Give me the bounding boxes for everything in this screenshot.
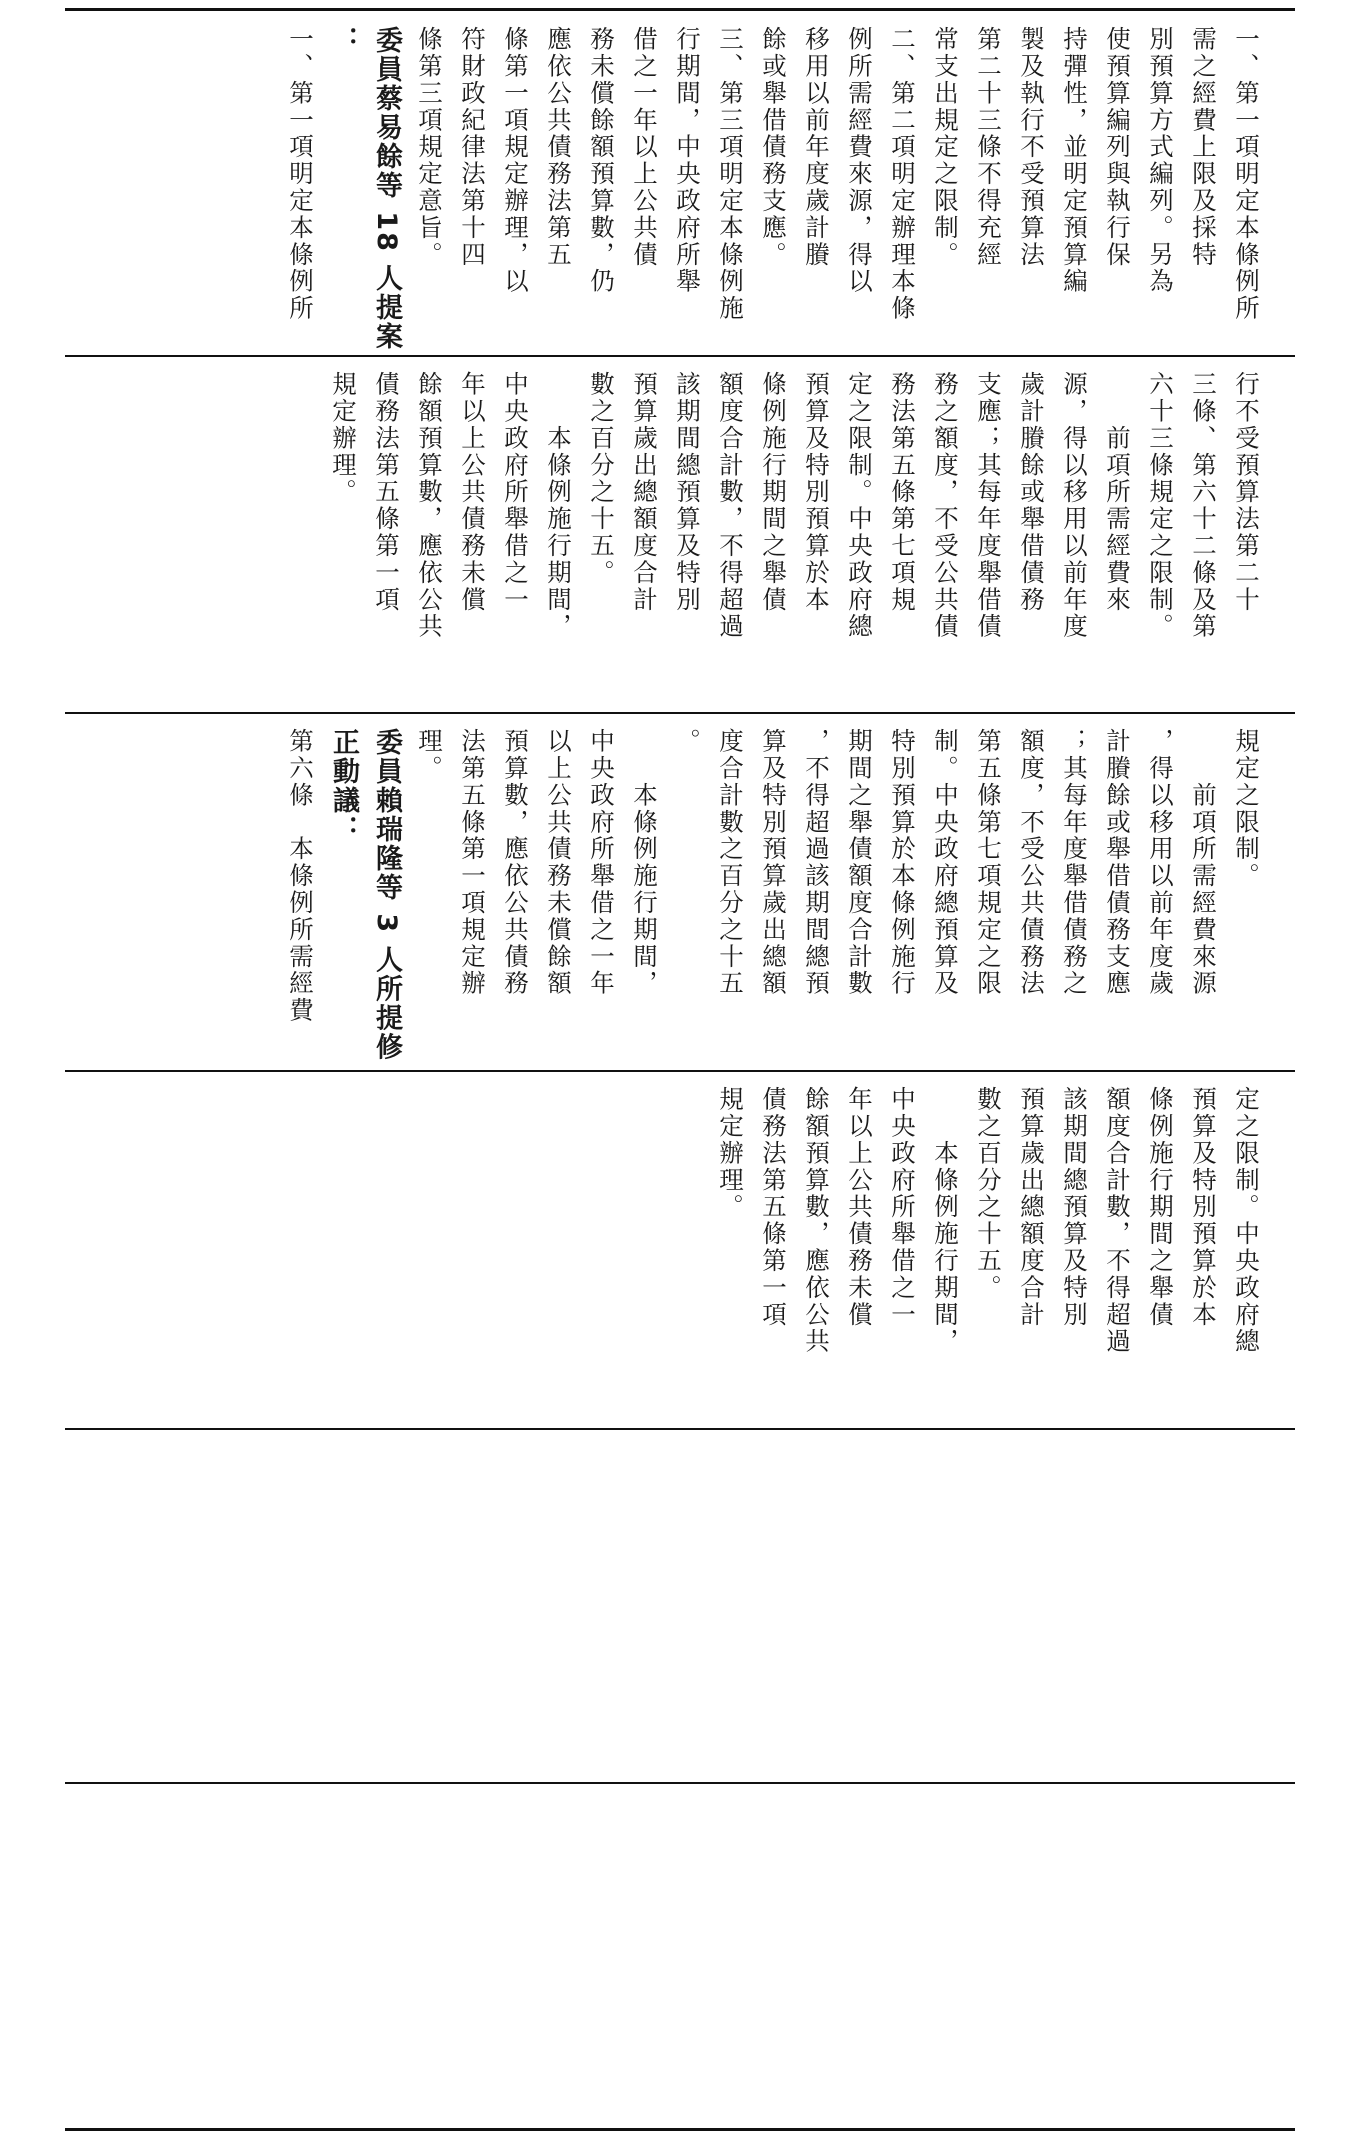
text-line: 債務法第五條第一項 bbox=[759, 1086, 788, 1329]
text-line: 前項所需經費來 bbox=[1103, 371, 1132, 614]
text-line: 債務法第五條第一項 bbox=[372, 371, 401, 614]
text-line: 第二十三條不得充經 bbox=[974, 26, 1003, 269]
text-line: 三條、第六十二條及第 bbox=[1189, 371, 1218, 640]
text-line: 數之百分之十五。 bbox=[587, 371, 616, 587]
text-line: 額度合計數，不得超過 bbox=[1103, 1086, 1132, 1355]
text-line: 歲計賸餘或舉借債務 bbox=[1017, 371, 1046, 614]
text-line: 額度合計數，不得超過 bbox=[716, 371, 745, 640]
text-line: 預算數，應依公共債務 bbox=[501, 728, 530, 997]
text-line: 源，得以移用以前年度 bbox=[1060, 371, 1089, 640]
text-line: 預算歲出總額度合計 bbox=[630, 371, 659, 614]
horizontal-rule bbox=[65, 355, 1295, 357]
horizontal-rule bbox=[65, 1782, 1295, 1784]
text-column-left-row2 bbox=[709, 1086, 1268, 1418]
text-line: 算及特別預算歲出總額 bbox=[759, 728, 788, 997]
horizontal-rule bbox=[65, 1070, 1295, 1072]
text-line: 符財政紀律法第十四 bbox=[458, 26, 487, 269]
text-line: 規定辦理。 bbox=[329, 371, 358, 506]
text-line: 前項所需經費來源 bbox=[1189, 728, 1218, 997]
text-line: 計賸餘或舉借債務支應 bbox=[1103, 728, 1132, 997]
text-line: 一、第一項明定本條例所 bbox=[286, 26, 315, 322]
text-line: 務未償餘額預算數，仍 bbox=[587, 26, 616, 295]
text-line: 理。 bbox=[415, 728, 444, 782]
text-line: 餘或舉借債務支應。 bbox=[759, 26, 788, 269]
text-line: 本條例施行期間， bbox=[544, 371, 573, 640]
horizontal-rule bbox=[65, 8, 1295, 11]
text-line: 一、第一項明定本條例所 bbox=[1232, 26, 1261, 322]
text-line: 制。中央政府總預算及 bbox=[931, 728, 960, 997]
horizontal-rule bbox=[65, 1428, 1295, 1430]
text-line: 六十三條規定之限制。 bbox=[1146, 371, 1175, 640]
text-line: 度合計數之百分之十五 bbox=[716, 728, 745, 997]
text-line: ，得以移用以前年度歲 bbox=[1146, 728, 1175, 997]
text-line: 應依公共債務法第五 bbox=[544, 26, 573, 269]
text-line: 條第三項規定意旨。 bbox=[415, 26, 444, 269]
text-line: 借之一年以上公共債 bbox=[630, 26, 659, 269]
text-line: 定之限制。中央政府總 bbox=[1232, 1086, 1261, 1355]
text-line: 例所需經費來源，得以 bbox=[845, 26, 874, 295]
text-line: 條例施行期間之舉債 bbox=[759, 371, 788, 614]
text-line: 常支出規定之限制。 bbox=[931, 26, 960, 269]
text-line: ： bbox=[328, 26, 359, 55]
text-line: 中央政府所舉借之一年 bbox=[587, 728, 616, 997]
text-line: 特別預算於本條例施行 bbox=[888, 728, 917, 997]
text-line: 規定辦理。 bbox=[716, 1086, 745, 1221]
text-line: 行不受預算法第二十 bbox=[1232, 371, 1261, 614]
text-line: 務法第五條第七項規 bbox=[888, 371, 917, 614]
text-line: 定之限制。中央政府總 bbox=[845, 371, 874, 640]
text-line: 預算及特別預算於本 bbox=[802, 371, 831, 614]
text-line: 中央政府所舉借之一 bbox=[501, 371, 530, 614]
text-line: 委員蔡易餘等 18 人提案 bbox=[371, 26, 402, 352]
text-line: 條例施行期間之舉債 bbox=[1146, 1086, 1175, 1329]
text-column-middle-row1 bbox=[322, 371, 1268, 702]
text-line: 餘額預算數，應依公共 bbox=[415, 371, 444, 640]
text-line: 中央政府所舉借之一 bbox=[888, 1086, 917, 1329]
text-line: 條第一項規定辦理，以 bbox=[501, 26, 530, 295]
text-line: 額度，不受公共債務法 bbox=[1017, 728, 1046, 997]
text-line: 本條例施行期間， bbox=[931, 1086, 960, 1355]
text-line: 行期間，中央政府所舉 bbox=[673, 26, 702, 295]
text-line: 二、第二項明定辦理本條 bbox=[888, 26, 917, 322]
text-line: 。 bbox=[673, 728, 702, 755]
text-line: 支應；其每年度舉借債 bbox=[974, 371, 1003, 640]
text-line: 期間之舉債額度合計數 bbox=[845, 728, 874, 997]
horizontal-rule bbox=[65, 2128, 1295, 2131]
text-line: 預算歲出總額度合計 bbox=[1017, 1086, 1046, 1329]
text-line: 製及執行不受預算法 bbox=[1017, 26, 1046, 269]
text-line: 委員賴瑞隆等 3 人所提修 bbox=[371, 728, 402, 1062]
text-line: ；其每年度舉借債務之 bbox=[1060, 728, 1089, 997]
text-line: 年以上公共債務未償 bbox=[458, 371, 487, 614]
text-line: 三、第三項明定本條例施 bbox=[716, 26, 745, 322]
text-line: 第六條 本條例所需經費 bbox=[286, 728, 315, 1024]
text-line: 數之百分之十五。 bbox=[974, 1086, 1003, 1302]
text-line: 本條例施行期間， bbox=[630, 728, 659, 997]
text-line: 需之經費上限及採特 bbox=[1189, 26, 1218, 269]
text-line: 別預算方式編列。另為 bbox=[1146, 26, 1175, 295]
text-line: 務之額度，不受公共債 bbox=[931, 371, 960, 640]
text-line: 餘額預算數，應依公共 bbox=[802, 1086, 831, 1355]
text-line: 第五條第七項規定之限 bbox=[974, 728, 1003, 997]
text-line: 法第五條第一項規定辦 bbox=[458, 728, 487, 997]
text-column-right-row1 bbox=[279, 26, 1268, 352]
text-line: 預算及特別預算於本 bbox=[1189, 1086, 1218, 1329]
text-line: 該期間總預算及特別 bbox=[1060, 1086, 1089, 1329]
text-line: 持彈性，並明定預算編 bbox=[1060, 26, 1089, 295]
horizontal-rule bbox=[65, 712, 1295, 714]
text-line: 以上公共債務未償餘額 bbox=[544, 728, 573, 997]
text-line: 年以上公共債務未償 bbox=[845, 1086, 874, 1329]
text-line: 正動議： bbox=[328, 728, 359, 844]
text-column-left-row1 bbox=[279, 728, 1268, 1060]
text-line: 該期間總預算及特別 bbox=[673, 371, 702, 614]
text-line: ，不得超過該期間總預 bbox=[802, 728, 831, 997]
text-line: 使預算編列與執行保 bbox=[1103, 26, 1132, 269]
text-line: 移用以前年度歲計賸 bbox=[802, 26, 831, 269]
text-line: 規定之限制。 bbox=[1232, 728, 1261, 890]
